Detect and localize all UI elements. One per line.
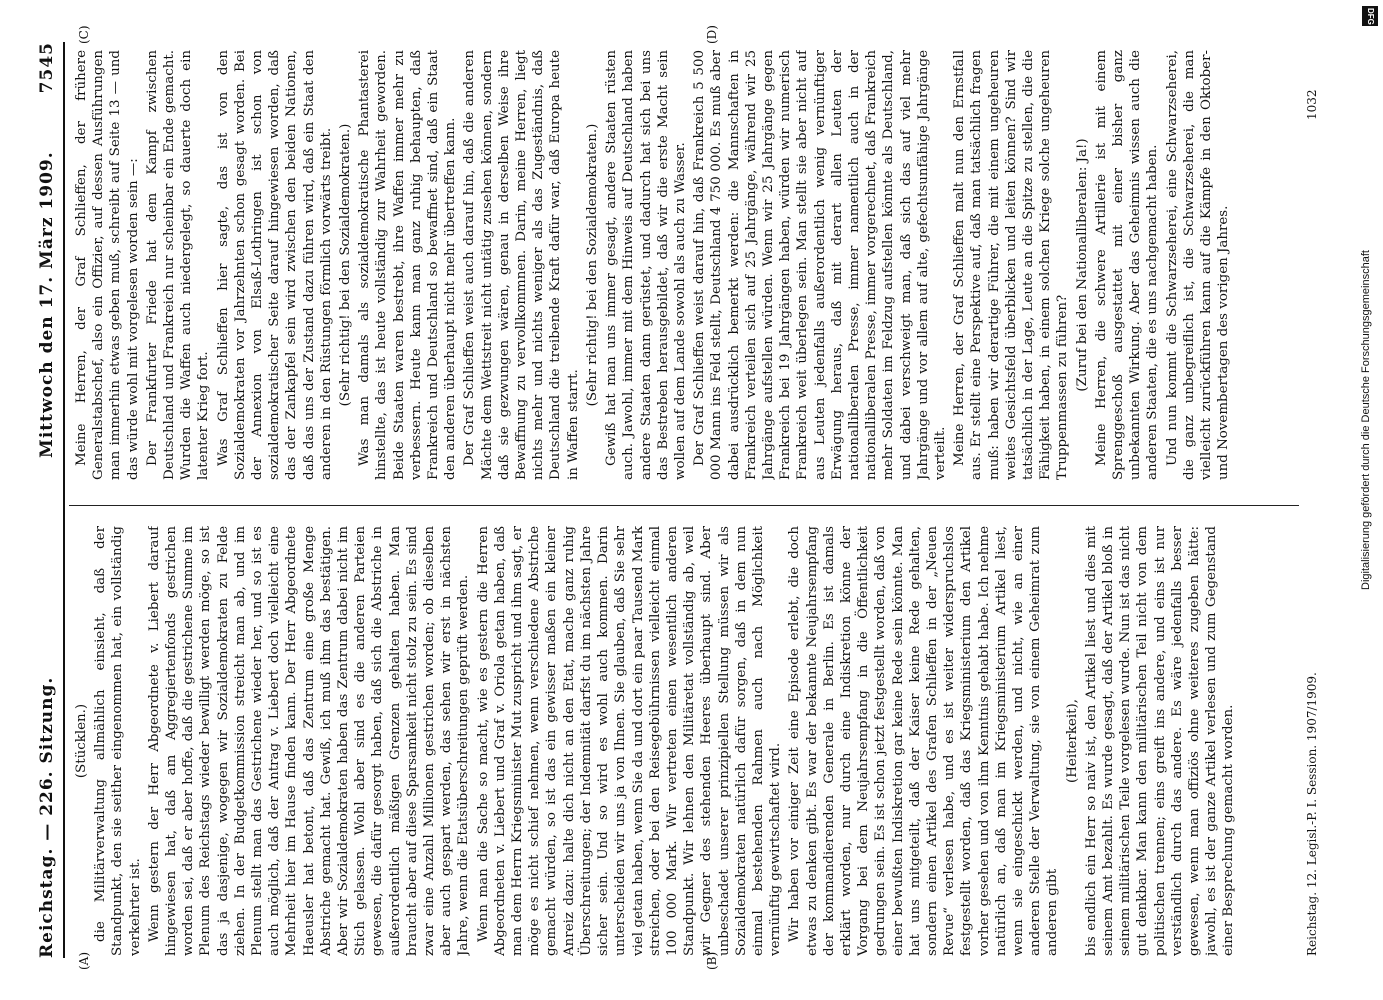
page-header [31, 42, 65, 958]
margin-marker-d: (D) [705, 25, 719, 44]
page-number: 7545 [37, 42, 57, 94]
footer-number: 1032 [1305, 89, 1319, 120]
digitization-sidebar [1354, 0, 1383, 1000]
column-divider [69, 505, 1299, 506]
paragraph: Meine Herren, der Graf Schlieffen, der frühere Generalstabschef, also ein Offizier, auf dessen Ausführungen man immerhin etwas geben muß, schreibt auf Seite 13 — und das würde wohl mit vorgelesen worden sein —: [74, 50, 141, 480]
right-text-column [73, 50, 1298, 480]
header-center: Mittwoch den 17. März 1909. [37, 151, 57, 458]
paragraph: Meine Herren, der Graf Schlieffen malt nun den Ernstfall aus. Er stellt eine Perspektive auf, daß man tatsächlich fragen muß: haben wir derartige Führer, die mit einem ungeheuren weites Gesichtsfeld überblicken und leiten können? Sind wir tatsächlich in der Lage, Leute an die Spitze zu stellen, die die Fähigkeit haben, in einem solchen Kriege solche ungeheuren Truppenmassen zu führen? [952, 50, 1071, 480]
paragraph: Was Graf Schlieffen hier sagte, das ist von den Sozialdemokraten vor Jahrzehnten schon gesagt worden. Bei der Annexion von Elsaß-Lothringen ist schon von sozialdemokratischer Seite darauf hingewiesen worden, daß das der Zankapfel sein wird zwischen den beiden Nationen, daß das uns der Zustand dazu führen wird, daß ein Staat den anderen in den Rüstungen förmlich vorwärts treibt. [215, 50, 334, 480]
header-left: Reichstag. — 226. Sitzung. [37, 676, 57, 958]
interjection: (Zuruf bei den Nationalliberalen: Ja!) [1074, 138, 1090, 392]
paragraph: Was man damals als sozialdemokratische Phantasterei hinstellte, das ist heute vollständig zur Wahrheit geworden. Beide Staaten waren bestrebt, ihre Waffen immer mehr zu verbessern. Heute kann man ganz ruhig behaupten, daß Frankreich und Deutschland so bewaffnet sind, daß ein Staat den anderen überhaupt nicht mehr übertreffen kann. [357, 50, 459, 480]
margin-marker-a: (A) [77, 951, 91, 970]
paragraph: Der Graf Schlieffen weist darauf hin, daß Frankreich 5 500 000 Mann ins Feld stellt, Deutschland 4 750 000. Es muß aber dabei ausdrücklich bemerkt werden: die Mannschaften in Frankreich verteilen sich auf 25 Jahrgänge, während wir 25 Jahrgänge aufstellen würden. Wenn wir 25 Jahrgänge gegen Frankreich bei 19 Jahrgängen haben, würden wir numerisch Frankreich weit überlegen sein. Man stellt sie aber nicht auf aus Leuten jedenfalls außerordentlich wenig vernünftiger Erwägung heraus, daß mit derart allen Leuten der nationalliberalen Presse, immer namentlich auch in der nationalliberalen Presse, immer vorgerechnet, daß Frankreich mehr Soldaten im Feldzug aufstellen könnte als Deutschland, und dabei verschweigt man, daß sich das auf viel mehr Jahrgänge und vor allem auf alte, gefechtsunfähige Jahrgänge verteilt. [692, 50, 948, 480]
paragraph: Der Frankfurter Friede hat dem Kampf zwischen Deutschland und Frankreich nur scheinbar ein Ende gemacht. Wurden die Waffen auch niedergelegt, so dauerte doch ein latenter Krieg fort. [144, 50, 212, 480]
paragraph: Meine Herren, die schwere Artillerie ist mit einem Sprenggeschoß ausgestattet mit einer bisher ganz unbekannten Wirkung. Aber das Geheimnis wissen auch die anderen Staaten, die es uns nachgemacht haben. [1093, 50, 1161, 480]
paragraph: die Militärverwaltung allmählich einsieht, daß der Standpunkt, den sie seither eingenommen hat, ein vollständig verkehrter ist. [93, 526, 143, 956]
margin-marker-c: (C) [77, 25, 91, 44]
paragraph: Wenn gestern der Herr Abgeordnete v. Liebert darauf hingewiesen hat, daß am Aggregiertenfonds gestrichen worden sei, daß er aber hoffe, daß die gestrichene Summe im Plenum des Reichstags wieder bewilligt werden möge, so ist das ja dasjenige, wogegen wir Sozialdemokraten zu Felde ziehen. In der Budgetkommission streicht man ab, und im Plenum stellt man das Gestrichene wieder her, und so ist es auch möglich, daß der Antrag v. Liebert doch vielleicht eine Mehrheit hier im Hause finden kann. Der Herr Abgeordnete Haeusler hat betont, daß das Zentrum eine große Menge Abstriche gemacht hat. Gewiß, ich muß ihm das bestätigen. Aber wir Sozialdemokraten haben das Zentrum dabei nicht im Stich gelassen. Wohl aber sind es die anderen Parteien gewesen, die dafür gesorgt haben, daß sich die Abstriche in außerordentlich mäßigen Grenzen gehalten haben. Man braucht aber auf diese Sparsamkeit nicht stolz zu sein. Es sind zwar eine Anzahl Millionen gestrichen worden; ob dieselben aber auch gespart werden, das sehen wir erst in nächsten Jahre, wenn die Etatsüberschreitungen geprüft werden. [146, 526, 472, 956]
rotated-page-content [25, 25, 1325, 970]
paragraph: bis endlich ein Herr so naiv ist, den Artikel liest und dies mit seinem Amt bezahlt. Es wurde gesagt, daß der Artikel bloß in seinem militärischen Teile vorgelesen wurde. Nun ist das nicht gut denkbar. Man kann den militärischen Teil nicht von dem politischen trennen; eins greift ins andere, und eins ist nur verständlich durch das andere. Es wäre jedenfalls besser gewesen, wenn man offiziös ohne weiteres zugeben hätte: jawohl, es ist der ganze Artikel verlesen und zum Gegenstand einer Besprechung gemacht worden. [1083, 526, 1237, 956]
interjection: (Stücklen.) [74, 703, 89, 779]
interjection: (Heiterkeit), [1064, 699, 1080, 783]
margin-marker-b: (B) [705, 951, 719, 970]
footer-session: Reichstag. 12. Legisl.-P. I. Session. 1907/1909. [1305, 672, 1319, 956]
digitization-credit: Digitalisierung gefördert durch die Deutsche Forschungsgemeinschaft [1360, 250, 1372, 590]
interjection: (Sehr richtig! bei den Sozialdemokraten.) [584, 123, 600, 407]
paragraph: Gewiß hat man uns immer gesagt, andere Staaten rüsten auch. Jawohl, immer mit dem Hinweis auf Deutschland haben andere Staaten dann gerüstet, und dadurch hat sich bei uns das Bestreben herausgebildet, daß wir die erste Macht sein wollen auf dem Lande sowohl als auch zu Wasser. [604, 50, 688, 480]
paragraph: Und nun kommt die Schwarzseherei, eine Schwarzseherei, die ganz unbegreiflich ist, die Schwarzseherei, die man vielleicht zurückführen kann auf die Kämpfe in den Oktober- und Novembertagen des vorigen Jahres. [1164, 50, 1232, 480]
paragraph: Der Graf Schlieffen weist auch darauf hin, daß die anderen Mächte dem Wettstreit nicht untätig zusehen können, sondern daß sie gezwungen wären, genau in derselben Weise ihre Bewaffnung zu vervollkommnen. Darin, meine Herren, liegt nichts mehr und nichts weniger als das Zugeständnis, daß Deutschland die treibende Kraft dafür war, daß Europa heute in Waffen starrt. [462, 50, 581, 480]
interjection: (Sehr richtig! bei den Sozialdemokraten.) [338, 123, 354, 407]
left-text-column [73, 526, 1298, 956]
dfg-logo: DFG [1362, 6, 1378, 26]
paragraph: Wenn man die Sache so macht, wie es gestern die Herren Abgeordneten v. Liebert und Graf v. Oriola getan haben, daß man dem Herrn Kriegsminister Mut zuspricht und ihm sagt, er möge es nicht schief nehmen, wenn verschiedene Abstriche gemacht würden, so ist das ein gewisser maßen ein kleiner Anreiz dazu: halte dich nicht an den Etat, mache ganz ruhig Überschreitungen; der Indemnität darfst du im nächsten Jahre sicher sein. Und so wird es wohl auch kommen. Darin unterscheiden wir uns ja von Ihnen. Sie glauben, daß Sie sehr viel getan haben, wenn Sie da und dort ein paar Tausend Mark streichen, oder bei den Reisegebührnissen vielleicht einmal 100 000 Mark. Wir vertreten einen wesentlich anderen Standpunkt. Wir lehnen den Militäretat vollständig ab, weil wir Gegner des stehenden Heeres überhaupt sind. Aber unbeschadet unserer prinzipiellen Stellung müssen wir als Sozialdemokraten natürlich dafür sorgen, daß in dem nun einmal bestehenden Rahmen auch nach Möglichkeit vernünftig gewirtschaftet wird. [475, 526, 784, 956]
paragraph: Wir haben vor einiger Zeit eine Episode erlebt, die doch etwas zu denken gibt. Es war der bekannte Neujahrsempfang der kommandierenden Generale in Berlin. Es ist damals erklärt worden, nur durch eine Indiskretion könne der Vorgang bei dem Neujahrsempfang in die Öffentlichkeit gedrungen sein. Es ist schon jetzt festgestellt worden, daß von einer bewußten Indiskretion gar keine Rede sein könnte. Man hat uns mitgeteilt, daß der Kaiser keine Rede gehalten, sondern einen Artikel des Grafen Schlieffen in der „Neuen Revue“ verlesen habe, und es ist weiter widerspruchslos festgestellt worden, daß das Kriegsministerium den Artikel vorher gesehen und von ihm Kenntnis gehabt habe. Ich nehme natürlich an, daß man im Kriegsministerium Artikel liest, wenn sie eingeschickt werden, und nicht, wie an einer anderen Stelle der Verwaltung, sie von einem Geheimrat zum anderen gibt [787, 526, 1061, 956]
